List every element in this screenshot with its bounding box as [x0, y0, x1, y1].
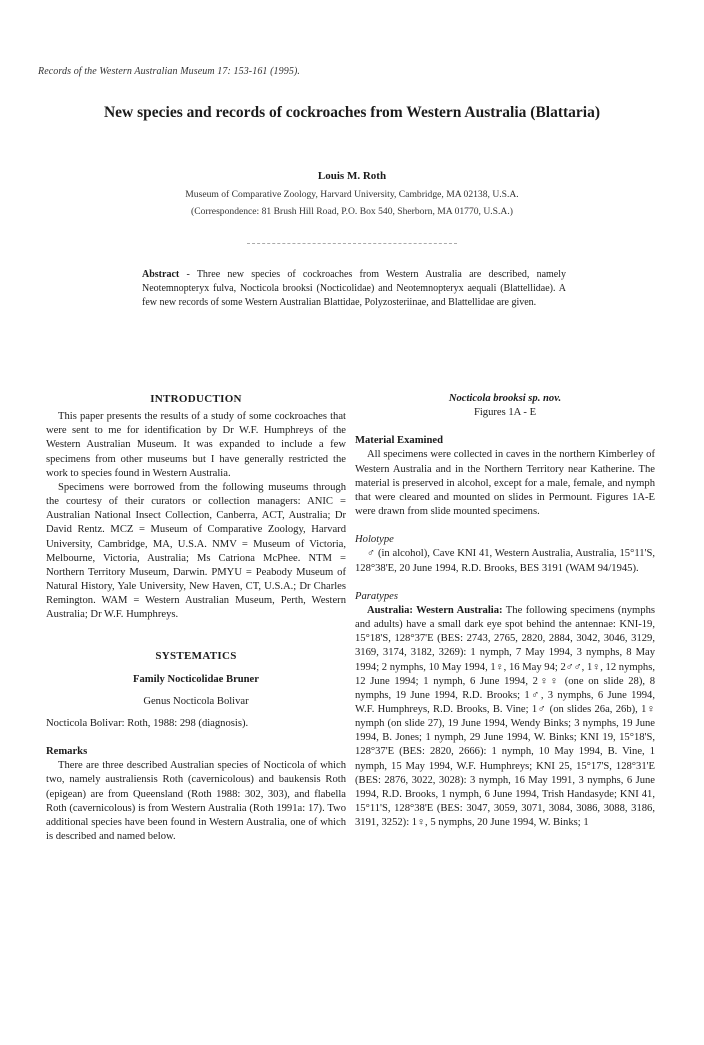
species-heading: Nocticola brooksi sp. nov. — [448, 393, 562, 404]
introduction-paragraph-1: This paper presents the results of a study of some cockroaches that were sent to me for identification by Dr W.F. Humphreys of the Western Australian Museum. It was expanded to include a few specimens from other museums but I have generally restricted the work to species found in Western Australia. — [46, 411, 346, 479]
material-examined-heading: Material Examined — [355, 435, 443, 447]
affiliation-line-2: (Correspondence: 81 Brush Hill Road, P.O. Box 540, Sherborn, MA 01770, U.S.A.) — [191, 206, 513, 217]
family-heading: Family Nocticolidae Bruner — [133, 673, 259, 685]
holotype-text: ♂ (in alcohol), Cave KNI 41, Western Australia, Australia, 15°11'S, 128°38'E, 20 June 1994, R.D. Brooks, BES 3191 (WAM 94/1945). — [355, 548, 655, 574]
paratypes-body: The following specimens (nymphs and adults) have a small dark eye spot behind the antennae: KNI-19, 15°18'S, 128°37'E (BES: 2743, 2765, 2820, 2884, 3042, 3046, 3129, 3169, 3174, 3182, 3269): 1 nymph, 7 May 1994, 3 nymphs, 8 May 1994; 2 nymphs, 10 May 1994, 1♀, 16 May 94; 2♂♂, 1♀, 12 nymphs, 12 June 1994; 1 nymph, 6 June 1994, 2♀♀ (one on slide 28), 8 nymphs, 19 June 1994, R.D. Brooks; 1♂, 3 nymphs, 6 June 1994, W.F. Humphreys, R.D. Brooks, B. Vine; 1♂ (on slides 26a, 26b), 1♀ nymph (on slide 27), 19 June 1994, Wendy Binks; 3 nymphs, 19 June 1994, B. Jones; 1 nymph, 29 June 1994, W. Binks; KNI 19, 15°18'S, 128°37'E (BES: 2820, 2666): 1 nymph, 10 May 1994, B. Vine, 1 nymph, 15 May 1994, W.F. Humphreys; KNI 25, 15°17'S, 128°31'E (BES: 2876, 3022, 3028): 3 nymph, 16 May 1991, 3 nymphs, 6 June 1994, R.D. Brooks, 1 nymph, 6 June 1994, Trish Handasyde; KNI 41, 15°11'S, 128°38'E (BES: 3047, 3059, 3071, 3084, 3086, 3088, 3186, 3191, 3252): 1♀, 5 nymphs, 20 June 1994, W. Binks; 1 — [355, 604, 655, 829]
article-title: New species and records of cockroaches from Western Australia (Blattaria) — [103, 104, 601, 121]
journal-citation: Records of the Western Australian Museum 17: 153-161 (1995). — [38, 66, 300, 77]
holotype-heading: Holotype — [355, 534, 394, 546]
introduction-paragraph-2: Specimens were borrowed from the following museums through the courtesy of their curators or collection managers: ANIC = Australian National Insect Collection, Canberra, ACT, Australia; Dr David Rentz. MCZ = Museum of Comparative Zoology, Harvard University, Cambridge, MA, U.S.A. NMV = Museum of Victoria, Melbourne, Victoria, Australia; Ms Catriona McPhee. NTM = Northern Territory Museum, Darwin. PMYU = Peabody Museum of Natural History, Yale University, New Haven, CT, U.S.A.; Dr Charles Remington. WAM = Western Australian Museum, Perth, Western Australia; Dr W.F. Humphreys. — [46, 481, 346, 621]
figures-reference: Figures 1A - E — [473, 407, 537, 419]
paratypes-heading: Paratypes — [355, 590, 398, 602]
introduction-heading: INTRODUCTION — [150, 393, 242, 405]
left-column — [46, 392, 346, 844]
material-examined-text: All specimens were collected in caves in the northern Kimberley of Western Australia and in the Northern Territory near Katherine. The material is preserved in alcohol, except for a male, female, and nymph that were cleared and mounted on slides in Permount. Figures 1A-E were drawn from slide mounted specimens. — [355, 449, 655, 518]
author-name: Louis M. Roth — [317, 170, 387, 182]
genus-heading: Genus Nocticola Bolivar — [143, 695, 249, 707]
remarks-text: There are three described Australian species of Nocticola of which two, namely australiensis Roth (cavernicolous) and baukensis Roth (epigean) are from Queensland (Roth 1988: 302, 303), and flabella Roth (cavernicolous) is from Western Australia (Roth 1991a: 17). Two additional species have been found in Western Australia, one of which is described and named below. — [46, 760, 346, 843]
abstract-label: Abstract — [142, 269, 180, 280]
paratypes-text — [355, 604, 655, 831]
abstract — [142, 268, 566, 310]
abstract-text: - Three new species of cockroaches from Western Australia are described, namely Neotemnopteryx fulva, Nocticola brooksi (Nocticolidae) and Neotemnopteryx aequali (Blattellidae). A few new records of some Western Australian Blattidae, Polyzosteriinae, and Blattellidae are given. — [142, 269, 566, 309]
affiliation-line-1: Museum of Comparative Zoology, Harvard University, Cambridge, MA 02138, U.S.A. — [185, 189, 519, 200]
header-divider — [247, 243, 457, 244]
remarks-heading: Remarks — [46, 746, 88, 758]
genus-reference: Nocticola Bolivar: Roth, 1988: 298 (diagnosis). — [46, 717, 249, 729]
paratypes-locality: Australia: Western Australia: — [367, 604, 503, 616]
systematics-heading: SYSTEMATICS — [155, 649, 237, 662]
right-column — [355, 392, 655, 830]
